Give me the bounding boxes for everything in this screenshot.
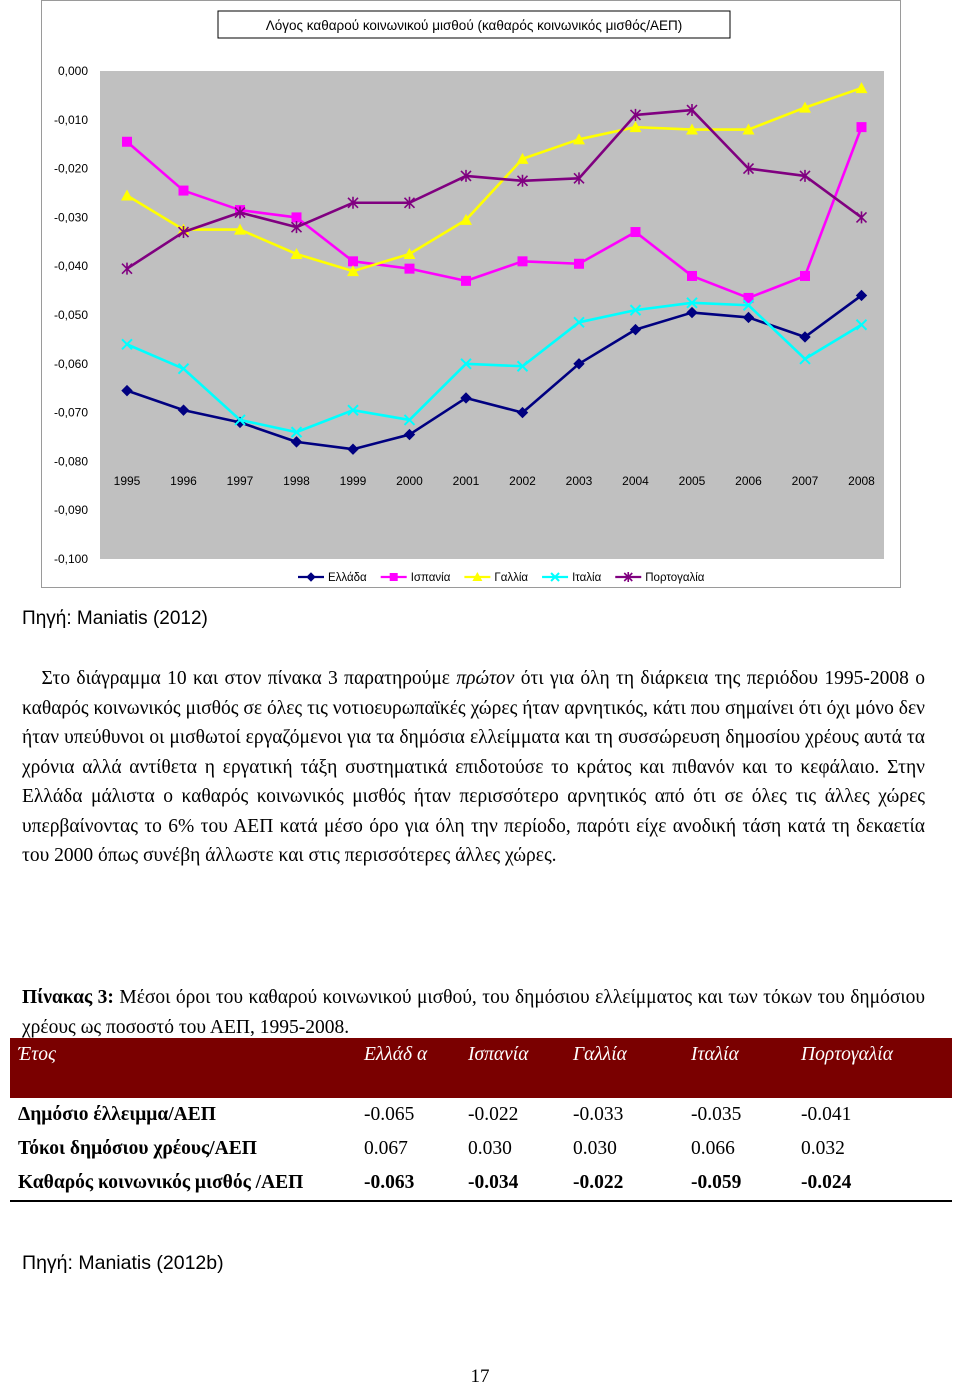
table-cell: -0.059	[683, 1166, 793, 1201]
table-cell: 0.067	[364, 1138, 408, 1159]
x-tick-label: 2002	[509, 474, 536, 488]
x-tick-label: 2000	[396, 474, 423, 488]
y-tick-label: -0,060	[53, 356, 88, 371]
x-tick-label: 2007	[791, 474, 819, 488]
table-row	[10, 1132, 952, 1166]
data-point	[348, 256, 358, 266]
table-cell: -0.033	[573, 1104, 624, 1125]
data-point	[179, 186, 189, 196]
paragraph-part2: ότι για όλη τη διάρκεια της περιόδου 1995-2008 ο καθαρός κοινωνικός μισθός σε όλες τις νοτιοευρωπαϊκές χώρες ήταν αρνητικός, κάτι που σημαίνει ότι όχι μόνο δεν ήταν υπεύθυνοι οι μισθωτοί εργαζόμενοι για τα δημόσια ελλείμματα και τη συσσώρευση δημοσίου χρέους αυτά τα χρόνια αλλά αντίθετα η εργατική τάξη συστηματικά επιδοτούσε το κράτος και πιθανόν και το κεφάλαιο. Στην Ελλάδα μάλιστα ο καθαρός κοινωνικός μισθός ήταν περισσότερο αρνητικός από ότι σε όλες τις άλλες χώρες υπερβαίνοντας το 6% του ΑΕΠ κατά μέσο όρο για όλη την περίοδο, παρότι είχε ανοδική τάση κατά τη δεκαετία του 2000 όπως συνέβη άλλωστε και στις περισσότερες άλλες χώρες.	[22, 668, 925, 866]
legend-label: Πορτογαλία	[645, 572, 705, 584]
table-cell: -0.063	[356, 1166, 460, 1201]
table-cell: -0.034	[460, 1166, 565, 1201]
row-label: Τόκοι δημόσιου χρέους/ΑΕΠ	[18, 1138, 257, 1159]
table-header-row	[10, 1038, 952, 1098]
data-point	[574, 259, 584, 269]
data-point	[461, 276, 471, 286]
header-greece: Ελλάδ α	[356, 1038, 460, 1098]
x-tick-label: 2006	[735, 474, 762, 488]
table-caption-label: Πίνακας 3:	[22, 987, 114, 1008]
header-year: Έτος	[10, 1038, 356, 1098]
x-tick-label: 2005	[678, 474, 706, 488]
x-tick-label: 1999	[339, 474, 367, 488]
data-point	[800, 271, 810, 281]
row-label: Καθαρός κοινωνικός μισθός /ΑΕΠ	[10, 1166, 356, 1201]
y-tick-label: -0,090	[53, 503, 88, 518]
header-italy: Ιταλία	[683, 1038, 793, 1098]
y-tick-label: -0,080	[53, 454, 88, 469]
table-caption	[22, 983, 925, 1042]
table-cell: 0.066	[691, 1138, 735, 1159]
chart-legend	[298, 572, 705, 584]
header-spain: Ισπανία	[460, 1038, 565, 1098]
y-tick-label: -0,070	[53, 405, 88, 420]
table-row	[10, 1166, 952, 1201]
data-point	[122, 137, 132, 147]
data-point	[307, 573, 315, 581]
x-tick-label: 1997	[226, 474, 254, 488]
table-caption-text: Μέσοι όροι του καθαρού κοινωνικού μισθού, του δημόσιου ελλείμματος και των τόκων του δημόσιου χρέους ως ποσοστό του ΑΕΠ, 1995-2008.	[22, 987, 925, 1038]
data-point	[292, 212, 302, 222]
row-label: Δημόσιο έλλειμμα/ΑΕΠ	[18, 1104, 216, 1125]
table-cell: -0.035	[691, 1104, 742, 1125]
page-number: 17	[470, 1366, 490, 1387]
data-table	[10, 1038, 952, 1202]
x-tick-label: 2003	[565, 474, 593, 488]
table-row	[10, 1098, 952, 1132]
legend-label: Ιταλία	[572, 572, 602, 584]
x-tick-label: 2004	[622, 474, 649, 488]
paragraph-part1: Στο διάγραμμα 10 και στον πίνακα 3 παρατηρούμε	[41, 668, 457, 689]
data-point	[687, 271, 697, 281]
x-tick-label: 2001	[452, 474, 480, 488]
body-paragraph	[22, 664, 925, 871]
legend-label: Ελλάδα	[328, 572, 367, 584]
data-point	[857, 122, 867, 132]
table-cell: -0.022	[565, 1166, 683, 1201]
table-cell: -0.041	[801, 1104, 852, 1125]
chart-source: Πηγή: Maniatis (2012)	[22, 608, 208, 629]
legend-label: Γαλλία	[494, 572, 529, 584]
chart-container	[41, 0, 901, 588]
y-axis-ticks	[54, 64, 88, 566]
x-tick-label: 2008	[848, 474, 875, 488]
y-tick-label: -0,010	[53, 112, 88, 127]
data-point	[631, 227, 641, 237]
plot-area	[100, 71, 884, 559]
table-cell: -0.024	[793, 1166, 952, 1201]
data-point	[405, 264, 415, 274]
y-tick-label: -0,020	[53, 161, 88, 176]
y-tick-label: 0,000	[57, 64, 88, 78]
x-tick-label: 1995	[113, 474, 141, 488]
y-tick-label: -0,040	[53, 259, 88, 274]
table-cell: 0.032	[801, 1138, 845, 1159]
y-tick-label: -0,050	[53, 308, 88, 322]
table-cell: -0.022	[468, 1104, 519, 1125]
data-point	[518, 256, 528, 266]
header-portugal: Πορτογαλία	[793, 1038, 952, 1098]
x-tick-label: 1996	[170, 474, 197, 488]
table-source: Πηγή: Maniatis (2012b)	[22, 1252, 224, 1274]
x-tick-label: 1998	[283, 474, 310, 488]
table-cell: 0.030	[573, 1138, 617, 1159]
y-tick-label: -0,100	[53, 552, 88, 566]
header-france: Γαλλία	[565, 1038, 683, 1098]
chart-title: Λόγος καθαρού κοινωνικού μισθού (καθαρός κοινωνικός μισθός/ΑΕΠ)	[265, 18, 683, 33]
data-point	[390, 573, 398, 581]
table-cell: 0.030	[468, 1138, 512, 1159]
line-chart	[42, 1, 902, 589]
paragraph-highlight: πρώτον	[456, 668, 515, 689]
legend-label: Ισπανία	[410, 572, 451, 584]
table-cell: -0.065	[364, 1104, 415, 1125]
y-tick-label: -0,030	[53, 210, 88, 225]
